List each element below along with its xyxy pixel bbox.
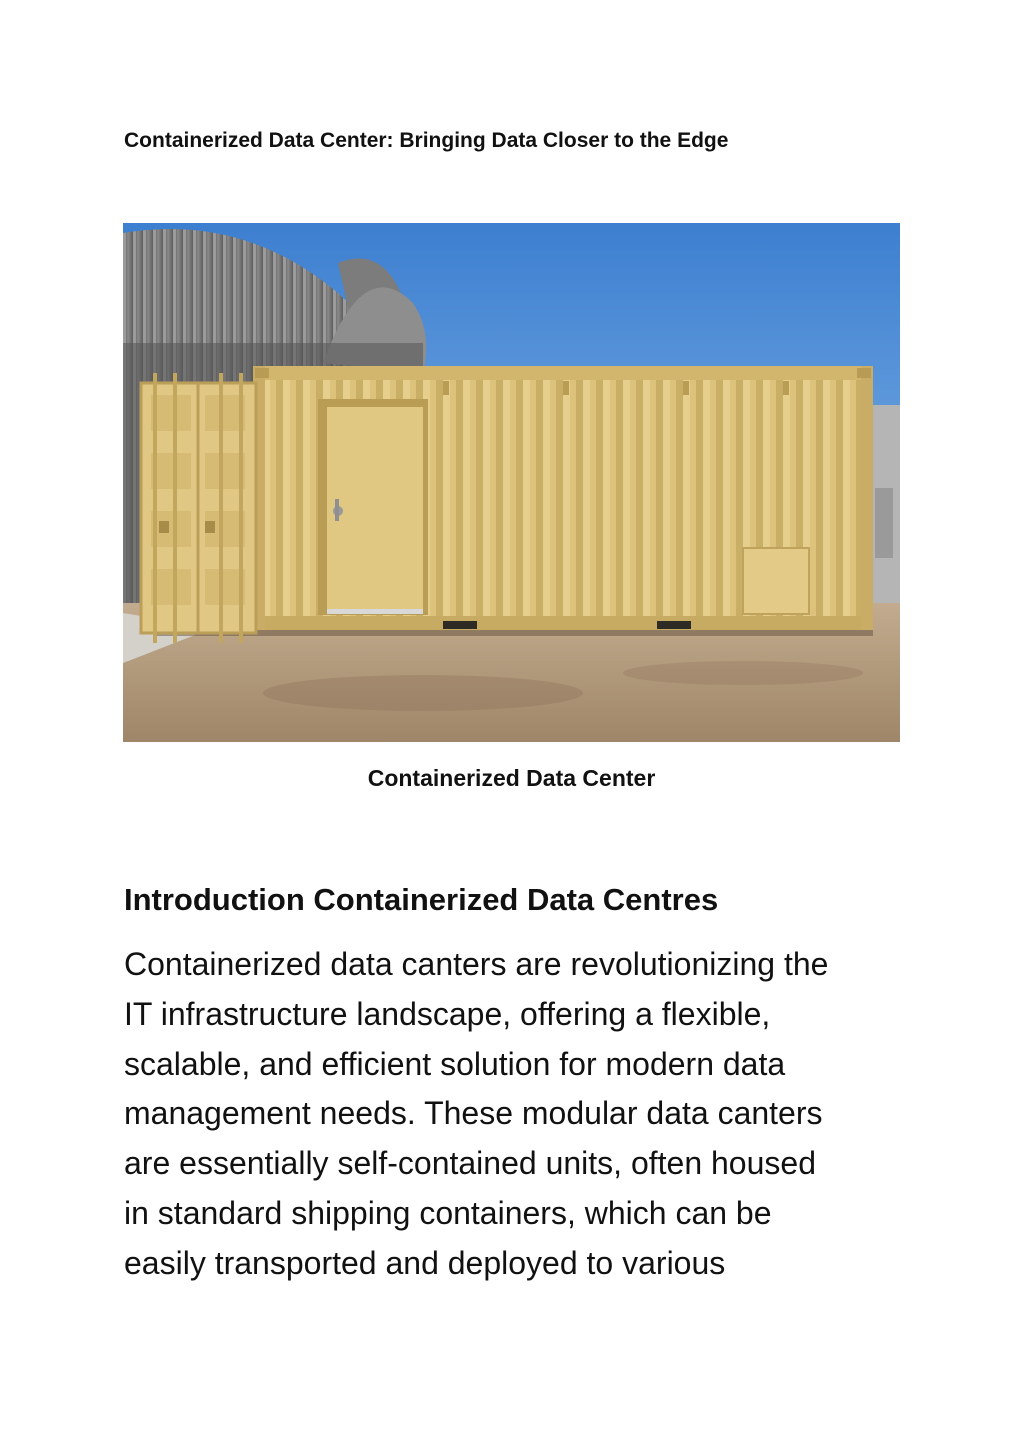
document-title: Containerized Data Center: Bringing Data Closer to the Edge	[124, 129, 729, 152]
paragraph-line: management needs. These modular data canters	[124, 1095, 823, 1132]
paragraph-line: Containerized data canters are revolutionizing the	[124, 946, 829, 982]
body-paragraph	[124, 940, 924, 1289]
paragraph-line: easily transported and deployed to various	[124, 1244, 726, 1281]
container-photo	[123, 223, 900, 742]
paragraph-line: are essentially self-contained units, often housed	[124, 1145, 816, 1182]
paragraph-line: scalable, and efficient solution for modern data	[124, 1045, 786, 1082]
paragraph-line: in standard shipping containers, which can be	[124, 1194, 772, 1231]
paragraph-line: IT infrastructure landscape, offering a flexible,	[124, 995, 771, 1032]
figure-caption: Containerized Data Center	[367, 765, 656, 791]
section-heading: Introduction Containerized Data Centres	[124, 882, 719, 917]
